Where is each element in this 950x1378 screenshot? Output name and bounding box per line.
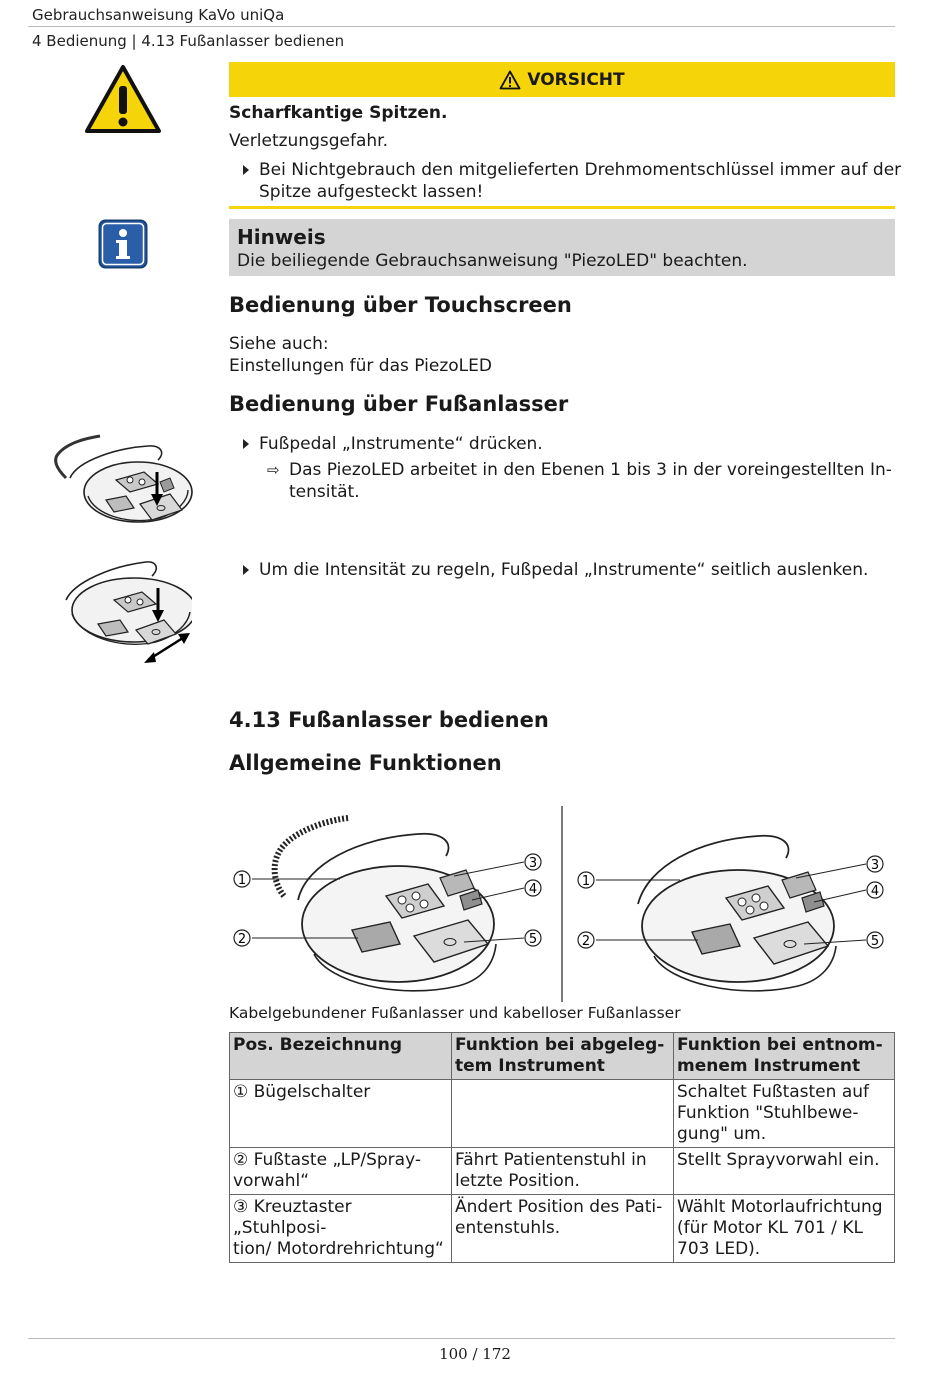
table-cell bbox=[230, 1080, 452, 1148]
cell-line: (für Motor KL 701 / KL bbox=[677, 1218, 863, 1238]
table-cell bbox=[230, 1148, 452, 1195]
header-cell bbox=[452, 1033, 674, 1080]
header-cell bbox=[674, 1033, 895, 1080]
table-cell bbox=[452, 1195, 674, 1263]
bullet-arrow-icon bbox=[243, 565, 249, 575]
cell-line: entenstuhls. bbox=[455, 1218, 561, 1238]
cell-line: ① Bügelschalter bbox=[233, 1082, 371, 1102]
bullet-arrow-icon bbox=[243, 439, 249, 449]
cell-line: tion/ Motordrehrichtung“ bbox=[233, 1239, 444, 1259]
table-header-row bbox=[230, 1033, 895, 1080]
header-line: Funktion bei abgeleg- bbox=[455, 1035, 665, 1055]
foot-pedal-press-image bbox=[48, 430, 194, 530]
foot-step-2 bbox=[259, 559, 868, 581]
table-cell bbox=[674, 1195, 895, 1263]
warning-triangle-icon bbox=[84, 64, 162, 134]
page-number: 100 / 172 bbox=[439, 1345, 511, 1363]
cell-line: Fährt Patientenstuhl in bbox=[455, 1150, 647, 1170]
svg-text:2: 2 bbox=[581, 934, 591, 949]
breadcrumb: 4 Bedienung | 4.13 Fußanlasser bedienen bbox=[32, 32, 345, 50]
header-cell bbox=[230, 1033, 452, 1080]
table-row bbox=[230, 1148, 895, 1195]
footer-divider bbox=[28, 1338, 895, 1339]
cell-line: 703 LED). bbox=[677, 1239, 761, 1259]
figure-caption: Kabelgebundener Fußanlasser und kabelloser Fußanlasser bbox=[229, 1004, 681, 1022]
foot-control-heading: Bedienung über Fußanlasser bbox=[229, 392, 569, 416]
foot-result-1-line1: Das PiezoLED arbeitet in den Ebenen 1 bis 3 in der voreingestellten In- bbox=[289, 460, 892, 480]
svg-text:5: 5 bbox=[528, 932, 538, 947]
note-text: Die beiliegende Gebrauchsanweisung "PiezoLED" beachten. bbox=[237, 251, 748, 271]
see-also-label: Siehe auch: bbox=[229, 334, 329, 354]
svg-text:1: 1 bbox=[237, 873, 247, 888]
info-icon bbox=[98, 219, 148, 269]
svg-text:2: 2 bbox=[237, 932, 247, 947]
cell-line: gung" um. bbox=[677, 1124, 767, 1144]
warning-small-icon bbox=[499, 70, 521, 90]
cell-line: Ändert Position des Pati- bbox=[455, 1197, 663, 1217]
foot-result-1-line2: tensität. bbox=[289, 482, 360, 502]
table-cell bbox=[674, 1148, 895, 1195]
result-arrow-icon: ⇨ bbox=[267, 461, 280, 479]
table-row bbox=[230, 1195, 895, 1263]
table-cell bbox=[230, 1195, 452, 1263]
warning-text: Verletzungsgefahr. bbox=[229, 131, 388, 151]
function-table bbox=[229, 1032, 895, 1263]
svg-text:4: 4 bbox=[528, 882, 538, 897]
header-line: menem Instrument bbox=[677, 1056, 861, 1076]
foot-pedal-deflect-image bbox=[60, 558, 192, 668]
warning-instruction-line2: Spitze aufgesteckt lassen! bbox=[259, 182, 484, 202]
foot-step-2-text: Um die Intensität zu regeln, Fußpedal „Instrumente“ seitlich auslenken. bbox=[259, 560, 869, 580]
cell-line: Stellt Sprayvorwahl ein. bbox=[677, 1150, 880, 1170]
warning-title: Scharfkantige Spitzen. bbox=[229, 103, 448, 123]
cell-line: ③ Kreuztaster „Stuhlposi- bbox=[233, 1197, 352, 1238]
note-box bbox=[229, 219, 895, 276]
svg-text:5: 5 bbox=[870, 934, 880, 949]
header-line: Funktion bei entnom- bbox=[677, 1035, 883, 1055]
foot-step-1-text: Fußpedal „Instrumente“ drücken. bbox=[259, 434, 543, 454]
foot-control-figure bbox=[228, 804, 896, 1004]
cell-line: Wählt Motorlaufrichtung bbox=[677, 1197, 883, 1217]
bullet-arrow-icon bbox=[243, 165, 249, 175]
cell-line: ② Fußtaste „LP/Spray- bbox=[233, 1150, 421, 1170]
table-cell bbox=[452, 1148, 674, 1195]
warning-instruction bbox=[259, 159, 901, 203]
header-line: tem Instrument bbox=[455, 1056, 605, 1076]
svg-text:3: 3 bbox=[528, 856, 538, 871]
warning-bottom-rule bbox=[229, 206, 895, 209]
cell-line: Funktion "Stuhlbewe- bbox=[677, 1103, 859, 1123]
svg-text:1: 1 bbox=[581, 874, 591, 889]
warning-label: VORSICHT bbox=[527, 69, 625, 90]
foot-step-1 bbox=[259, 433, 543, 455]
svg-text:3: 3 bbox=[870, 858, 880, 873]
cell-line: Schaltet Fußtasten auf bbox=[677, 1082, 869, 1102]
table-cell bbox=[452, 1080, 674, 1148]
cordless-foot-control bbox=[638, 836, 836, 991]
warning-instruction-line1: Bei Nichtgebrauch den mitgelieferten Drehmomentschlüssel immer auf der bbox=[259, 160, 902, 180]
foot-result-1 bbox=[267, 459, 892, 503]
section-subheading: Allgemeine Funktionen bbox=[229, 751, 502, 775]
cell-line: vorwahl“ bbox=[233, 1171, 310, 1191]
touchscreen-heading: Bedienung über Touchscreen bbox=[229, 293, 572, 317]
header-divider bbox=[28, 26, 895, 27]
section-heading: 4.13 Fußanlasser bedienen bbox=[229, 708, 549, 732]
wired-foot-control bbox=[275, 818, 496, 991]
note-title: Hinweis bbox=[237, 225, 326, 249]
svg-text:4: 4 bbox=[870, 884, 880, 899]
table-row bbox=[230, 1080, 895, 1148]
table-cell bbox=[674, 1080, 895, 1148]
warning-label-bar bbox=[229, 62, 895, 97]
cell-line: letzte Position. bbox=[455, 1171, 580, 1191]
settings-link[interactable]: Einstellungen für das PiezoLED bbox=[229, 356, 492, 376]
header-line: Pos. Bezeichnung bbox=[233, 1035, 403, 1055]
document-title: Gebrauchsanweisung KaVo uniQa bbox=[32, 6, 285, 24]
